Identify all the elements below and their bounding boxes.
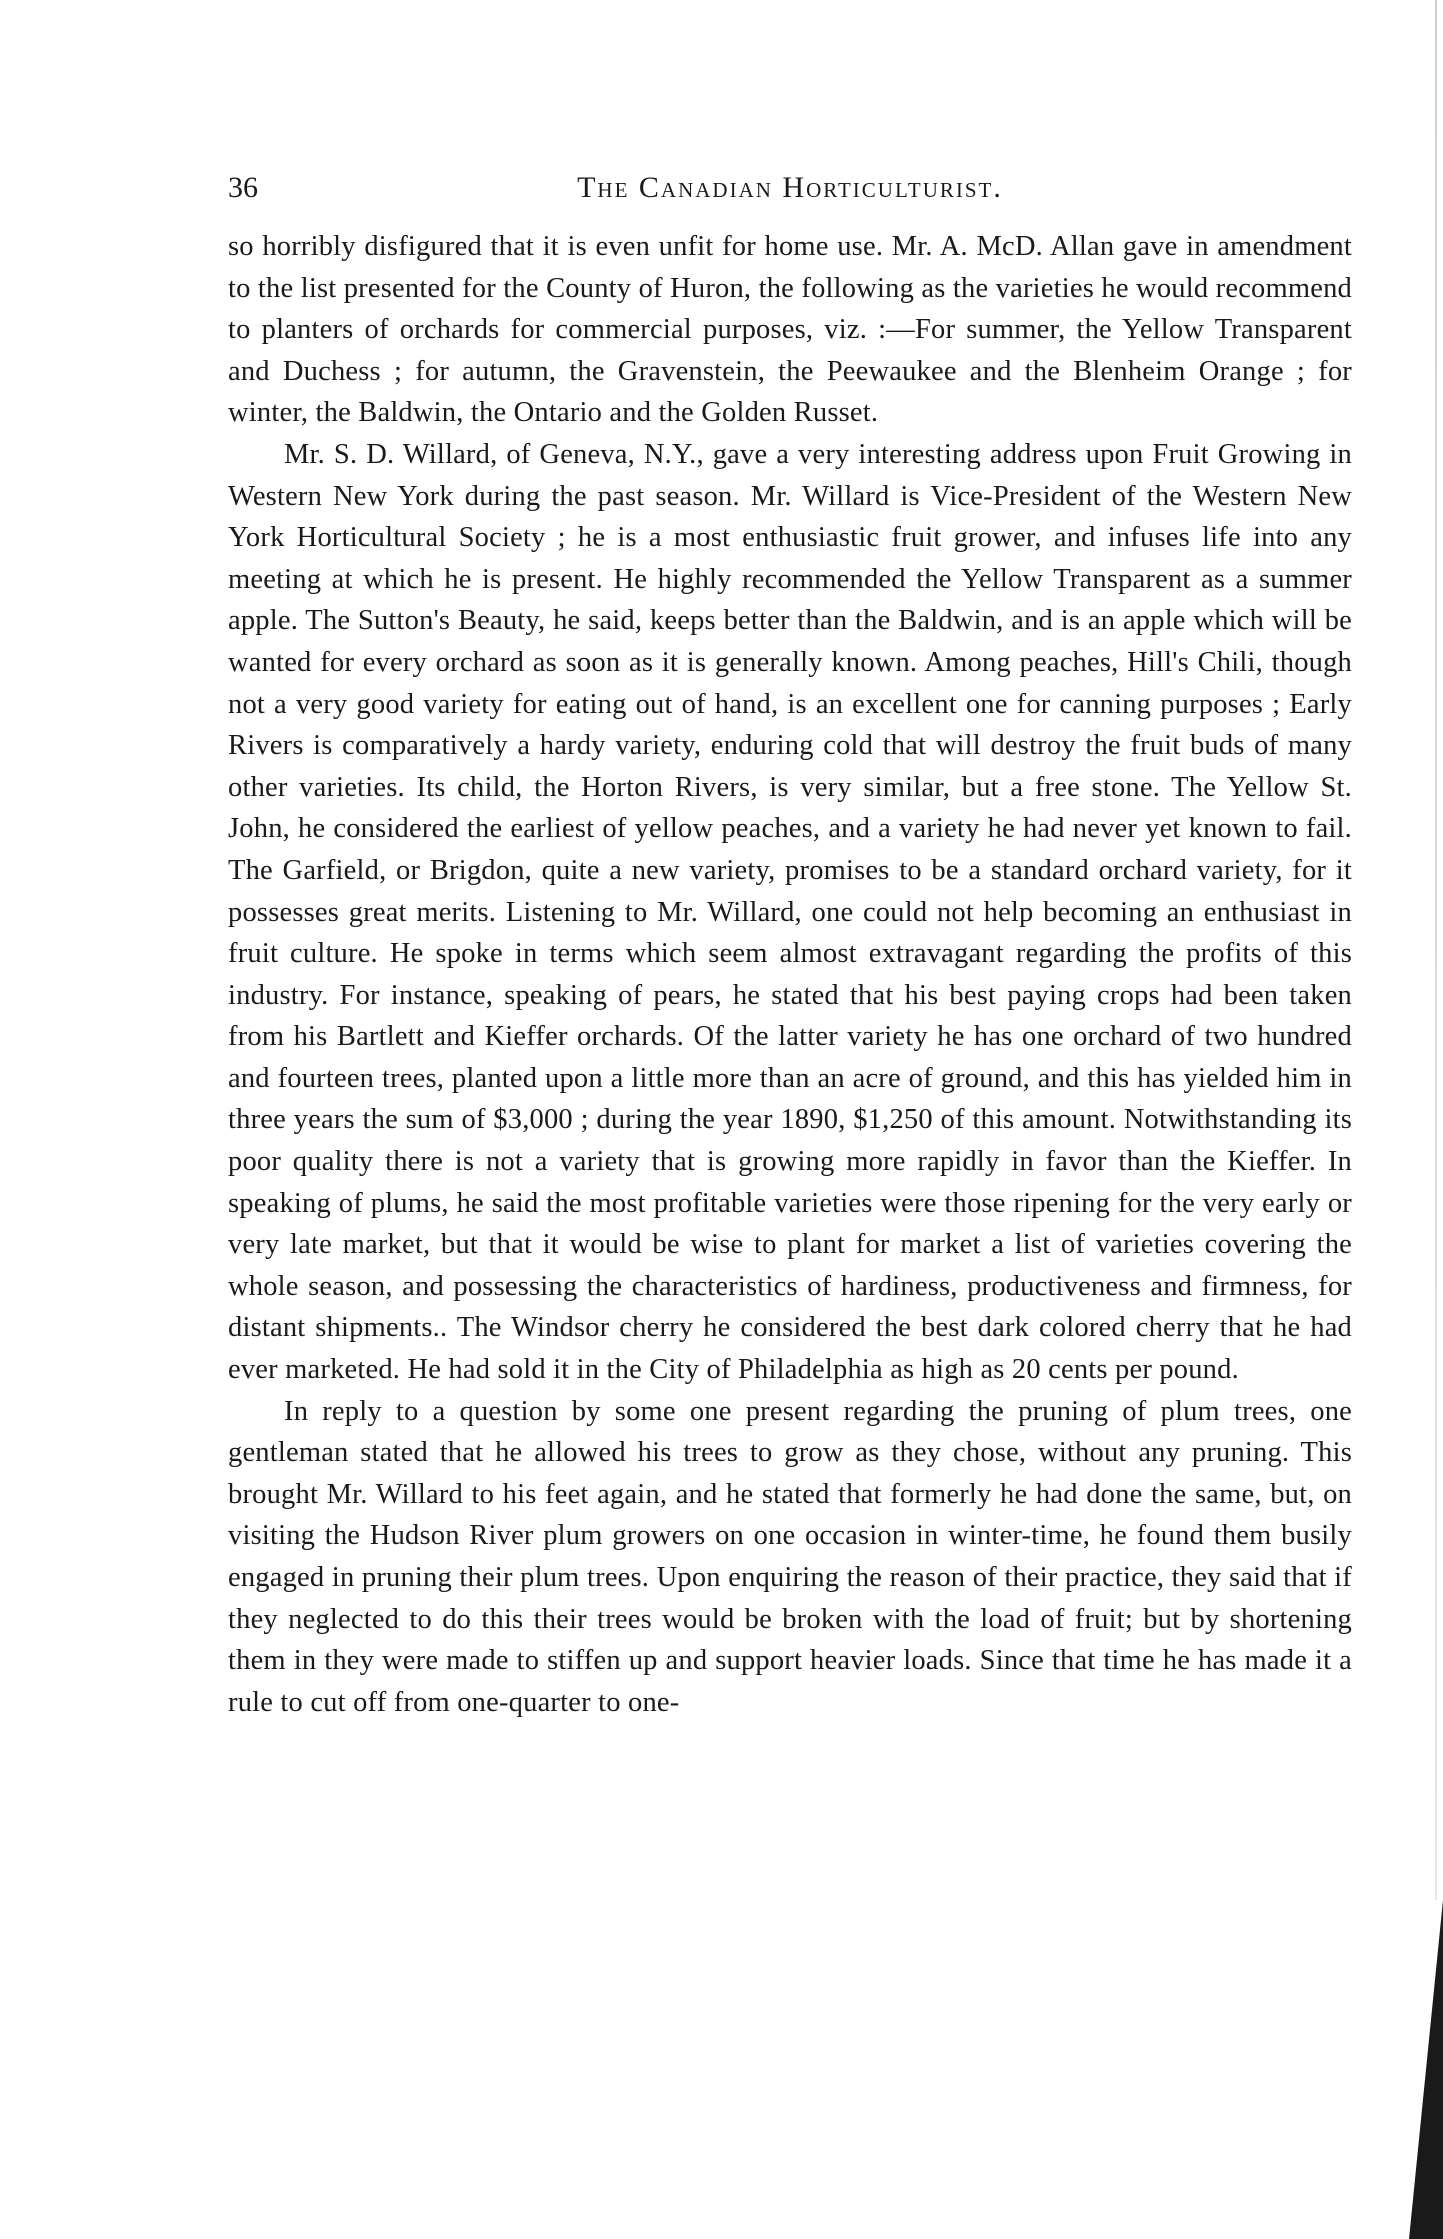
page-number: 36 (228, 171, 258, 204)
binding-edge-mark (1409, 1900, 1443, 2239)
paragraph-1: so horribly disfigured that it is even unfit for home use. Mr. A. McD. Allan gave in amendment to the list presented for the County of Huron, the following as the varieties he would recommend to planters of orchards for commercial purposes, viz. :—For summer, the Yellow Transparent and Duchess ; for autumn, the Gravenstein, the Peewaukee and the Blenheim Orange ; for winter, the Baldwin, the Ontario and the Golden Russet. (228, 231, 1352, 429)
paragraph-3: In reply to a question by some one present regarding the pruning of plum trees, one gentleman stated that he allowed his trees to grow as they chose, without any pruning. This brought Mr. Willard to his feet again, and he stated that formerly he had done the same, but, on visiting the Hudson River plum growers on one occasion in winter-time, he found them busily engaged in pruning their plum trees. Upon enquiring the reason of their practice, they said that if they neglected to do this their trees would be broken with the load of fruit; but by shortening them in they were made to stiffen up and support heavier loads. Since that time he has made it a rule to cut off from one-quarter to one- (228, 1395, 1352, 1718)
body-text (228, 226, 1352, 1723)
journal-title: The Canadian Horticulturist. (577, 171, 1003, 204)
paragraph-2: Mr. S. D. Willard, of Geneva, N.Y., gave a very interesting address upon Fruit Growing in Western New York during the past season. Mr. Willard is Vice-President of the Western New York Horticultural Society ; he is a most enthusiastic fruit grower, and infuses life into any meeting at which he is present. He highly recommended the Yellow Transparent as a summer apple. The Sutton's Beauty, he said, keeps better than the Baldwin, and is an apple which will be wanted for every orchard as soon as it is generally known. Among peaches, Hill's Chili, though not a very good variety for eating out of hand, is an excellent one for canning purposes ; Early Rivers is comparatively a hardy variety, enduring cold that will destroy the fruit buds of many other varieties. Its child, the Horton Rivers, is very similar, but a free stone. The Yellow St. John, he considered the earliest of yellow peaches, and a variety he had never yet known to fail. The Garfield, or Brigdon, quite a new variety, promises to be a standard orchard variety, for it possesses great merits. Listening to Mr. Willard, one could not help becoming an enthusiast in fruit culture. He spoke in terms which seem almost extravagant regarding the profits of this industry. For instance, speaking of pears, he stated that his best paying crops had been taken from his Bartlett and Kieffer orchards. Of the latter variety he has one orchard of two hundred and fourteen trees, planted upon a little more than an acre of ground, and this has yielded him in three years the sum of $3,000 ; during the year 1890, $1,250 of this amount. Notwithstanding its poor quality there is not a variety that is growing more rapidly in favor than the Kieffer. In speaking of plums, he said the most profitable varieties were those ripening for the very early or very late market, but that it would be wise to plant for market a list of varieties covering the whole season, and possessing the characteristics of hardiness, productiveness and firmness, for distant shipments.. The Windsor cherry he considered the best dark colored cherry that he had ever marketed. He had sold it in the City of Philadelphia as high as 20 cents per pound. (228, 438, 1352, 1386)
running-head (228, 168, 1352, 208)
page-edge-shadow (1435, 0, 1437, 1900)
